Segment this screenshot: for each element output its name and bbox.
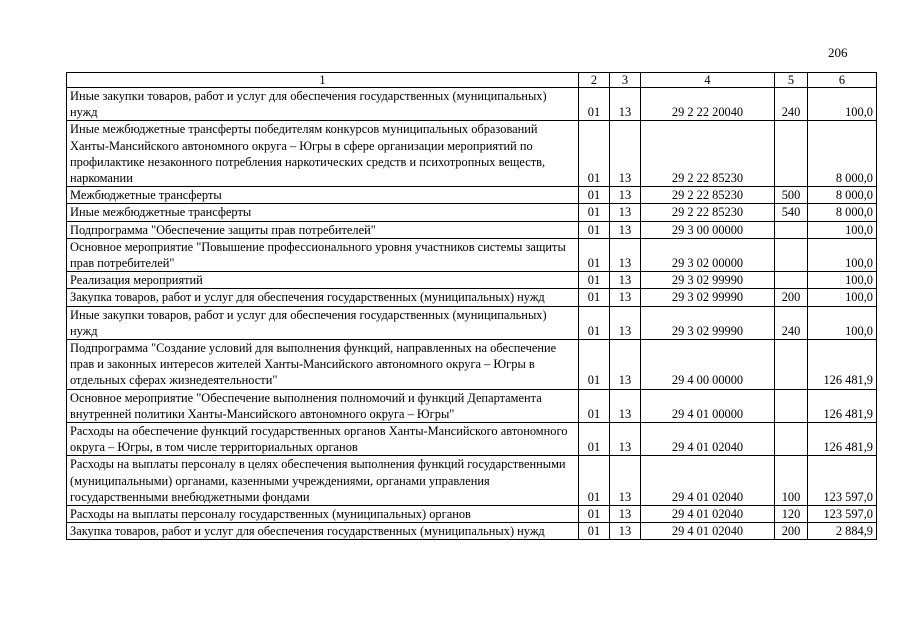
table-row [67,306,877,339]
row-expense-type-cell: 240 [775,88,808,121]
row-target-code-cell: 29 4 01 02040 [641,423,775,456]
table-row [67,289,877,306]
table-row [67,221,877,238]
row-section-cell: 01 [579,272,610,289]
table-row [67,187,877,204]
row-subsection-cell: 13 [610,221,641,238]
row-target-code-cell: 29 4 01 00000 [641,389,775,422]
row-name-cell: Основное мероприятие "Повышение профессионального уровня участников системы защиты прав потребителей" [67,238,579,271]
row-expense-type-cell [775,121,808,187]
row-name-cell: Расходы на выплаты персоналу в целях обеспечения выполнения функций государственными (муниципальными) органами, казенными учреждениями, органами управления государственными внебюджетными фондами [67,456,579,506]
row-expense-type-cell [775,389,808,422]
row-section-cell: 01 [579,306,610,339]
row-section-cell: 01 [579,187,610,204]
row-expense-type-cell: 120 [775,506,808,523]
row-subsection-cell: 13 [610,289,641,306]
row-expense-type-cell: 500 [775,187,808,204]
row-name-cell: Закупка товаров, работ и услуг для обеспечения государственных (муниципальных) нужд [67,289,579,306]
row-name-cell: Основное мероприятие "Обеспечение выполнения полномочий и функций Департамента внутренней политики Ханты-Мансийского автономного округа – Югры" [67,389,579,422]
row-name-cell: Иные межбюджетные трансферты победителям конкурсов муниципальных образований Ханты-Мансийского автономного округа – Югры в сфере организации мероприятий по профилактике незаконного потребления наркотических средств и психотропных веществ, наркомании [67,121,579,187]
row-amount-cell: 126 481,9 [808,340,877,390]
table-row [67,423,877,456]
row-target-code-cell: 29 4 01 02040 [641,506,775,523]
table-row [67,204,877,221]
table-row [67,506,877,523]
col-header-2: 2 [579,73,610,88]
row-amount-cell: 100,0 [808,238,877,271]
row-amount-cell: 8 000,0 [808,204,877,221]
header-row [67,73,877,88]
row-target-code-cell: 29 2 22 20040 [641,88,775,121]
row-section-cell: 01 [579,121,610,187]
row-amount-cell: 123 597,0 [808,456,877,506]
row-amount-cell: 8 000,0 [808,187,877,204]
row-amount-cell: 126 481,9 [808,389,877,422]
row-amount-cell: 100,0 [808,306,877,339]
col-header-3: 3 [610,73,641,88]
col-header-5: 5 [775,73,808,88]
row-subsection-cell: 13 [610,306,641,339]
row-name-cell: Реализация мероприятий [67,272,579,289]
row-target-code-cell: 29 4 00 00000 [641,340,775,390]
col-header-4: 4 [641,73,775,88]
row-name-cell: Расходы на выплаты персоналу государственных (муниципальных) органов [67,506,579,523]
table-row [67,272,877,289]
row-subsection-cell: 13 [610,523,641,540]
row-section-cell: 01 [579,456,610,506]
table-row [67,389,877,422]
table-row [67,121,877,187]
row-section-cell: 01 [579,204,610,221]
row-expense-type-cell: 540 [775,204,808,221]
row-expense-type-cell [775,221,808,238]
row-name-cell: Расходы на обеспечение функций государственных органов Ханты-Мансийского автономного округа – Югры, в том числе территориальных органов [67,423,579,456]
row-name-cell: Межбюджетные трансферты [67,187,579,204]
row-target-code-cell: 29 2 22 85230 [641,187,775,204]
row-section-cell: 01 [579,389,610,422]
row-subsection-cell: 13 [610,506,641,523]
row-expense-type-cell: 240 [775,306,808,339]
row-target-code-cell: 29 3 00 00000 [641,221,775,238]
row-section-cell: 01 [579,238,610,271]
row-section-cell: 01 [579,423,610,456]
row-section-cell: 01 [579,289,610,306]
row-amount-cell: 126 481,9 [808,423,877,456]
row-subsection-cell: 13 [610,456,641,506]
table-row [67,456,877,506]
row-amount-cell: 123 597,0 [808,506,877,523]
col-header-1: 1 [67,73,579,88]
row-section-cell: 01 [579,340,610,390]
col-header-6: 6 [808,73,877,88]
row-subsection-cell: 13 [610,238,641,271]
row-expense-type-cell: 200 [775,289,808,306]
page-number: 206 [828,45,848,60]
row-name-cell: Иные межбюджетные трансферты [67,204,579,221]
budget-table [66,72,877,540]
row-target-code-cell: 29 4 01 02040 [641,456,775,506]
row-target-code-cell: 29 2 22 85230 [641,204,775,221]
row-expense-type-cell [775,238,808,271]
row-subsection-cell: 13 [610,272,641,289]
row-expense-type-cell [775,340,808,390]
row-expense-type-cell: 100 [775,456,808,506]
row-target-code-cell: 29 2 22 85230 [641,121,775,187]
row-expense-type-cell: 200 [775,523,808,540]
row-amount-cell: 100,0 [808,289,877,306]
row-subsection-cell: 13 [610,389,641,422]
table-row [67,238,877,271]
row-amount-cell: 100,0 [808,272,877,289]
row-subsection-cell: 13 [610,187,641,204]
row-name-cell: Иные закупки товаров, работ и услуг для обеспечения государственных (муниципальных) нужд [67,88,579,121]
row-amount-cell: 100,0 [808,221,877,238]
row-subsection-cell: 13 [610,88,641,121]
row-name-cell: Закупка товаров, работ и услуг для обеспечения государственных (муниципальных) нужд [67,523,579,540]
row-amount-cell: 8 000,0 [808,121,877,187]
row-subsection-cell: 13 [610,340,641,390]
table-row [67,340,877,390]
row-expense-type-cell [775,423,808,456]
table-row [67,523,877,540]
row-section-cell: 01 [579,221,610,238]
table-row [67,88,877,121]
row-name-cell: Иные закупки товаров, работ и услуг для обеспечения государственных (муниципальных) нужд [67,306,579,339]
row-target-code-cell: 29 4 01 02040 [641,523,775,540]
row-subsection-cell: 13 [610,204,641,221]
row-amount-cell: 100,0 [808,88,877,121]
row-target-code-cell: 29 3 02 00000 [641,238,775,271]
row-subsection-cell: 13 [610,121,641,187]
row-name-cell: Подпрограмма "Создание условий для выполнения функций, направленных на обеспечение прав и законных интересов жителей Ханты-Мансийского автономного округа – Югры в отдельных сферах жизнедеятельности" [67,340,579,390]
row-amount-cell: 2 884,9 [808,523,877,540]
row-subsection-cell: 13 [610,423,641,456]
row-section-cell: 01 [579,506,610,523]
row-section-cell: 01 [579,88,610,121]
row-target-code-cell: 29 3 02 99990 [641,272,775,289]
row-target-code-cell: 29 3 02 99990 [641,306,775,339]
row-section-cell: 01 [579,523,610,540]
row-expense-type-cell [775,272,808,289]
row-target-code-cell: 29 3 02 99990 [641,289,775,306]
row-name-cell: Подпрограмма "Обеспечение защиты прав потребителей" [67,221,579,238]
